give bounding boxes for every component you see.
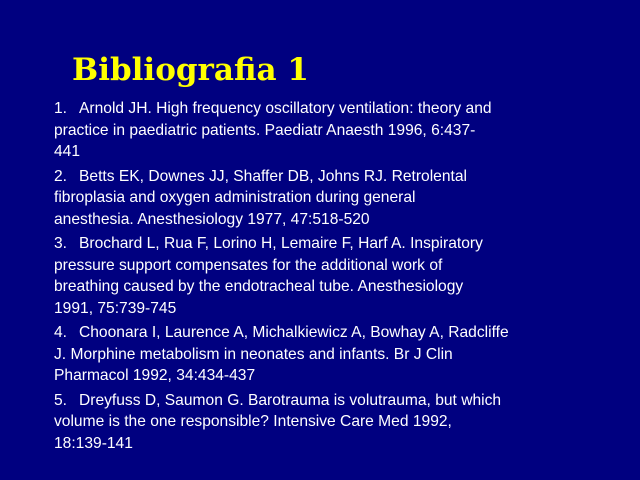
- reference-text-line: practice in paediatric patients. Paediatr Anaesth 1996, 6:437-: [54, 121, 476, 139]
- reference-text-line: Arnold JH. High frequency oscillatory ventilation: theory and: [79, 100, 492, 117]
- reference-text-line: Pharmacol 1992, 34:434-437: [54, 367, 256, 384]
- reference-number: 2.: [54, 167, 68, 185]
- reference-text-line: pressure support compensates for the additional work of: [54, 256, 443, 274]
- reference-number: 1.: [54, 100, 68, 117]
- reference-text-line: volume is the one responsible? Intensive Care Med 1992,: [54, 413, 452, 430]
- reference-text-line: Dreyfuss D, Saumon G. Barotrauma is volutrauma, but which: [79, 391, 502, 409]
- reference-item-1: [54, 98, 614, 163]
- reference-item-5: [54, 390, 614, 455]
- reference-text-line: J. Morphine metabolism in neonates and infants. Br J Clin: [54, 345, 453, 363]
- reference-text-line: 18:139-141: [54, 434, 133, 452]
- reference-item-3: [54, 233, 614, 319]
- reference-text-line: 441: [54, 143, 81, 160]
- reference-item-2: [54, 166, 614, 231]
- reference-text-line: breathing caused by the endotracheal tube. Anesthesiology: [54, 278, 464, 295]
- reference-text-line: anesthesia. Anesthesiology 1977, 47:518-520: [54, 210, 370, 228]
- reference-text-line: Brochard L, Rua F, Lorino H, Lemaire F, Harf A. Inspiratory: [79, 235, 483, 252]
- reference-text-line: 1991, 75:739-745: [54, 299, 177, 317]
- reference-text-line: fibroplasia and oxygen administration during general: [54, 189, 416, 206]
- reference-text-line: Betts EK, Downes JJ, Shaffer DB, Johns RJ. Retrolental: [79, 167, 467, 185]
- reference-number: 4.: [54, 324, 68, 341]
- slide-title: Bibliografia 1: [72, 52, 309, 88]
- reference-number: 3.: [54, 235, 68, 252]
- reference-number: 5.: [54, 391, 68, 409]
- reference-item-4: [54, 322, 614, 387]
- reference-list: [54, 98, 614, 457]
- reference-text-line: Choonara I, Laurence A, Michalkiewicz A, Bowhay A, Radcliffe: [79, 324, 509, 341]
